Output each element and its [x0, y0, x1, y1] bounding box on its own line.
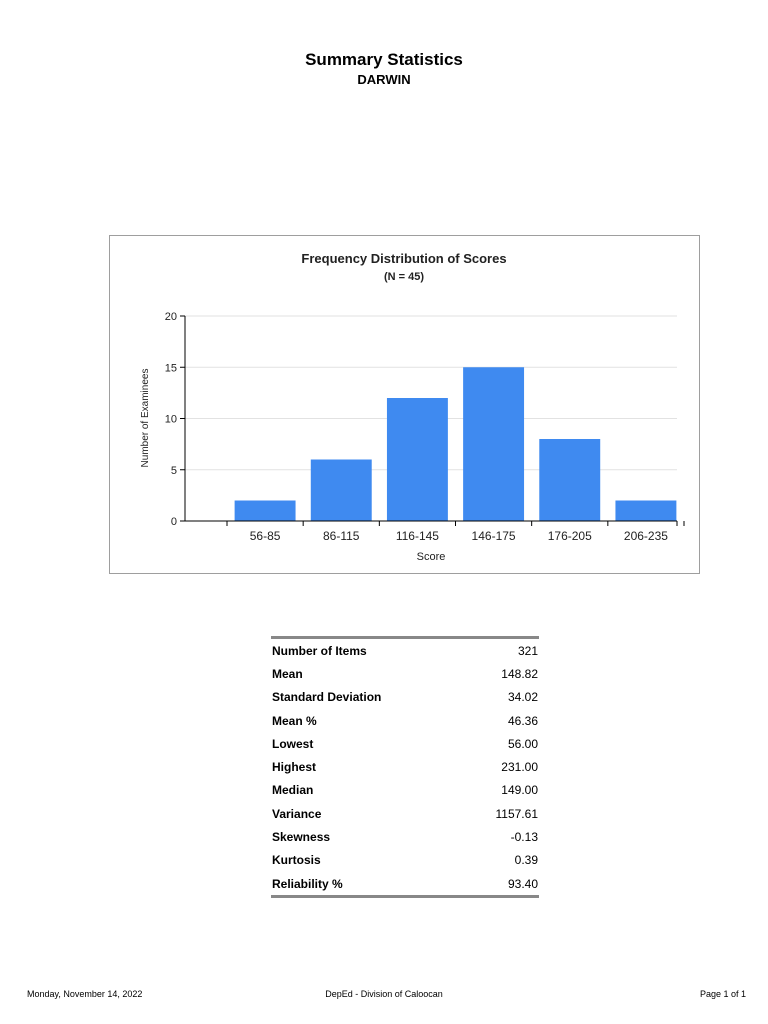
- x-tick-label: 146-175: [471, 529, 516, 543]
- footer-page-number: Page 1 of 1: [699, 989, 746, 999]
- stat-label: Number of Items: [272, 643, 367, 658]
- page-title: Summary Statistics: [305, 50, 463, 69]
- stat-label: Lowest: [272, 736, 314, 751]
- stat-value: -0.13: [510, 830, 538, 845]
- chart-title: Frequency Distribution of Scores: [301, 251, 507, 266]
- y-tick-label: 20: [164, 311, 177, 323]
- bar: [387, 398, 448, 521]
- stat-label: Mean %: [272, 713, 317, 728]
- chart-subtitle: (N = 45): [383, 271, 425, 283]
- stat-label: Highest: [272, 760, 317, 775]
- stats-row: [271, 872, 539, 897]
- stats-row: [271, 802, 539, 825]
- x-tick-label: 56-85: [249, 529, 281, 543]
- y-tick-label: 15: [164, 362, 177, 375]
- stats-row: [271, 686, 539, 709]
- x-tick-label: 206-235: [623, 529, 668, 543]
- stat-value: 1157.61: [495, 806, 538, 821]
- bar: [235, 501, 296, 522]
- stat-value: 149.00: [501, 783, 538, 798]
- footer-date: Monday, November 14, 2022: [27, 989, 143, 999]
- stats-row: [271, 638, 539, 663]
- stat-label: Median: [272, 783, 314, 798]
- stat-label: Mean: [272, 666, 303, 681]
- bar: [463, 367, 524, 521]
- stats-row: [271, 755, 539, 778]
- frequency-chart: [110, 236, 701, 575]
- footer-organization: DepEd - Division of Caloocan: [325, 989, 443, 999]
- stat-label: Kurtosis: [272, 853, 321, 868]
- stat-value: 34.02: [507, 690, 538, 705]
- stats-row: [271, 732, 539, 755]
- bar: [615, 501, 676, 522]
- stat-value: 46.36: [507, 713, 538, 728]
- stats-row: [271, 779, 539, 802]
- stat-value: 321: [517, 643, 538, 658]
- stat-label: Standard Deviation: [272, 690, 382, 705]
- y-axis-label: Number of Examinees: [140, 368, 151, 468]
- stat-value: 56.00: [507, 736, 538, 751]
- x-tick-label: 86-115: [323, 529, 360, 543]
- stats-row: [271, 662, 539, 685]
- y-tick-label: 10: [164, 413, 177, 426]
- stat-label: Reliability %: [272, 876, 343, 891]
- x-tick-label: 116-145: [395, 529, 439, 543]
- stat-value: 0.39: [514, 853, 538, 868]
- page-subtitle: DARWIN: [357, 72, 411, 87]
- bar: [539, 439, 600, 521]
- stat-value: 93.40: [507, 876, 538, 891]
- stat-value: 231.00: [501, 760, 538, 775]
- x-axis-label: Score: [416, 551, 446, 563]
- stat-label: Skewness: [272, 830, 331, 845]
- summary-stats-table: [271, 636, 539, 898]
- stats-row: [271, 849, 539, 872]
- stat-value: 148.82: [501, 666, 538, 681]
- stats-row: [271, 709, 539, 732]
- stat-label: Variance: [272, 806, 322, 821]
- stats-row: [271, 825, 539, 848]
- y-tick-label: 0: [170, 516, 177, 528]
- y-tick-label: 5: [170, 464, 177, 477]
- bar: [311, 460, 372, 522]
- x-tick-label: 176-205: [547, 529, 592, 543]
- chart-panel: [109, 235, 700, 574]
